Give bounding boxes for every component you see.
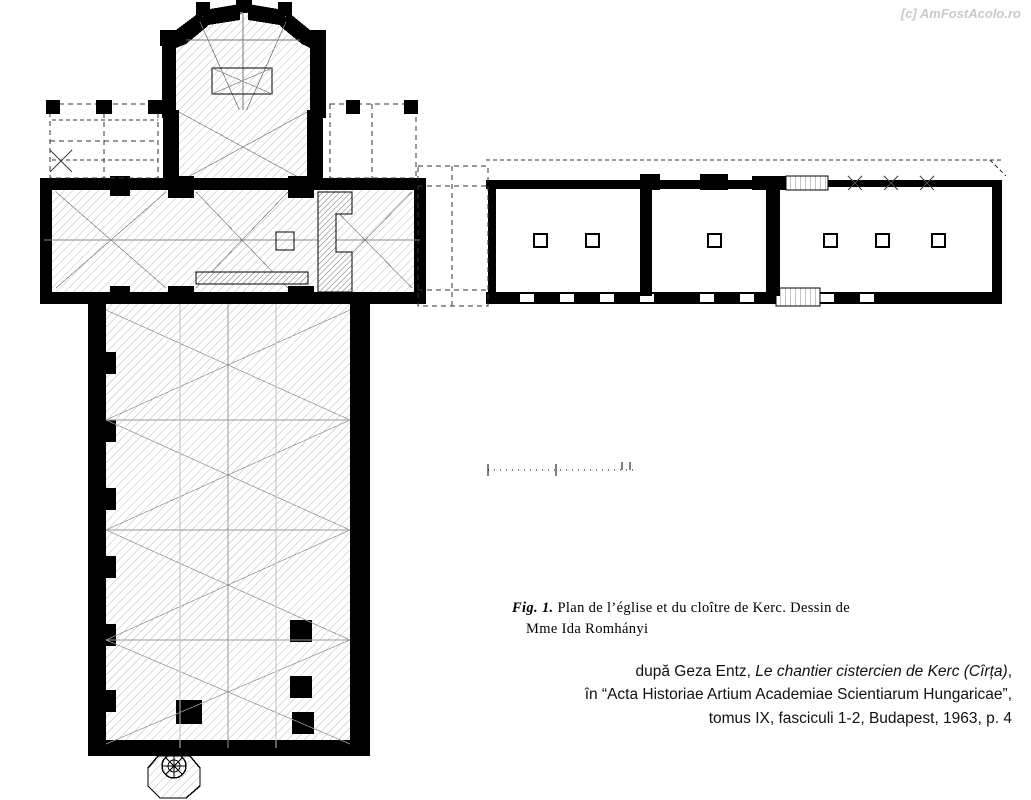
source-caption — [400, 660, 1012, 730]
figure-caption-line1: Plan de l’église et du cloître de Kerc. Dessin de — [557, 600, 851, 616]
west-tower-base — [148, 754, 200, 798]
figure-caption — [512, 598, 1012, 640]
watermark: [c] AmFostAcolo.ro — [900, 6, 1021, 21]
chancel-group — [160, 0, 326, 184]
cloister-wing-group — [418, 160, 1006, 306]
source-title: Le chantier cistercien de Kerc (Cîrța) — [755, 663, 1008, 680]
source-line-2: în “Acta Historiae Artium Academiae Scientiarum Hungaricae”, — [584, 686, 1012, 704]
figure-label: Fig. 1. — [512, 600, 554, 616]
nave-group — [88, 300, 370, 798]
figure-caption-line2: Mme Ida Romhányi — [526, 621, 649, 638]
source-line-3: tomus IX, fasciculi 1-2, Budapest, 1963, p. 4 — [708, 709, 1012, 727]
source-suffix: , — [1007, 663, 1012, 680]
source-prefix: după Geza Entz, — [635, 663, 756, 680]
scale-bar — [488, 462, 636, 476]
source-line-1 — [400, 660, 1012, 683]
